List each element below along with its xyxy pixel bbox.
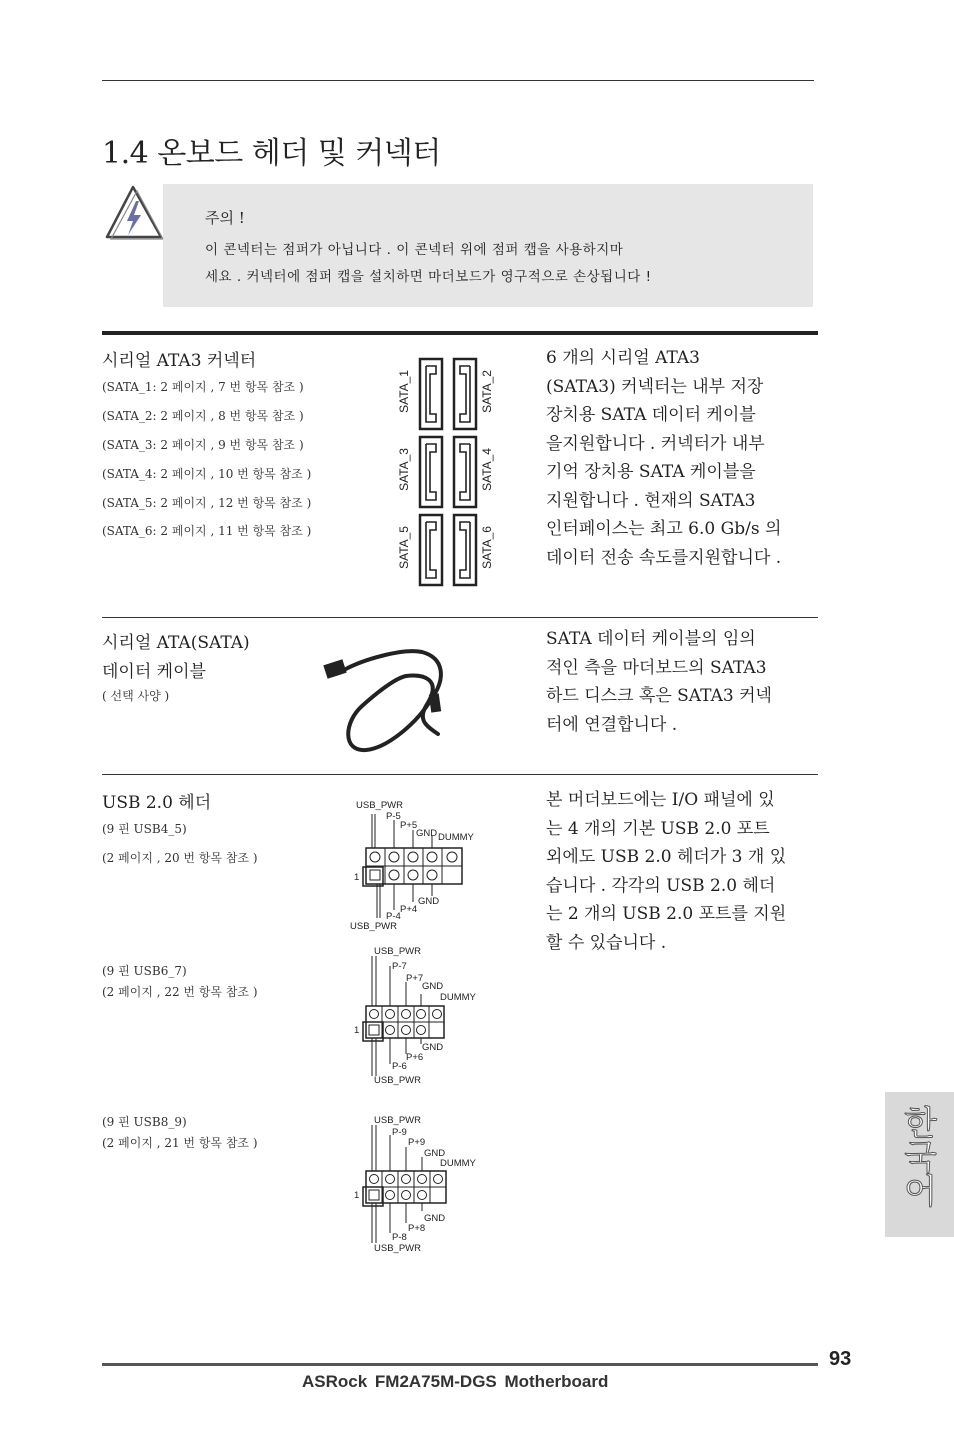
usb-header-3-diagram: USB_PWR P-9 P+9 GND DUMMY 1 GND P+8 P-8 USB_PWR bbox=[354, 1115, 476, 1254]
sata-ref-6: (SATA_6: 2 페이지 , 11 번 항목 참조 ) bbox=[102, 524, 312, 538]
footer-rule bbox=[102, 1363, 818, 1366]
cable-description: SATA 데이터 케이블의 임의 적인 측을 마더보드의 SATA3 하드 디스크 혹은 SATA3 커넥 터에 연결합니다 . bbox=[546, 629, 772, 735]
cable-note: ( 선택 사양 ) bbox=[102, 689, 170, 703]
sata-label-2: SATA_2 bbox=[480, 370, 494, 413]
sata-ref-4: (SATA_4: 2 페이지 , 10 번 항목 참조 ) bbox=[102, 467, 312, 481]
section-rule-thick bbox=[102, 331, 818, 335]
sata-title: 시리얼 ATA3 커넥터 bbox=[102, 351, 257, 371]
sata-label-4: SATA_4 bbox=[480, 448, 494, 491]
section-rule bbox=[102, 774, 818, 775]
usb-description: 본 머더보드에는 I/O 패널에 있 는 4 개의 기본 USB 2.0 포트 외에도 USB 2.0 헤더가 3 개 있 습니다 . 각각의 USB 2.0 헤더 는 2 개의 USB 2.0 포트를 지원 할 수 있습니다 . bbox=[546, 790, 787, 953]
caution-line-2: 세요 . 커넥터에 점퍼 캡을 설치하면 마더보드가 영구적으로 손상됩니다 ! bbox=[205, 269, 652, 285]
language-side-tab-label: 한국어 bbox=[897, 1105, 937, 1207]
cable-title-line-2: 데이터 케이블 bbox=[102, 662, 206, 682]
usb-header-1-pins: (9 핀 USB4_5) bbox=[102, 822, 187, 836]
caution-heading: 주의 ! bbox=[205, 209, 245, 227]
sata-label-5: SATA_5 bbox=[397, 526, 411, 569]
caution-line-1: 이 콘넥터는 점퍼가 아닙니다 . 이 콘넥터 위에 점퍼 캡을 사용하지마 bbox=[205, 242, 624, 258]
usb-header-3-ref: (2 페이지 , 21 번 항목 참조 ) bbox=[102, 1136, 258, 1150]
usb-header-2-ref: (2 페이지 , 22 번 항목 참조 ) bbox=[102, 985, 258, 999]
usb-header-2-diagram: USB_PWR P-7 P+7 GND DUMMY 1 GND P+6 P-6 USB_PWR bbox=[354, 946, 476, 1086]
page-title: 1.4 온보드 헤더 및 커넥터 bbox=[102, 136, 441, 171]
sata-ref-2: (SATA_2: 2 페이지 , 8 번 항목 참조 ) bbox=[102, 409, 304, 423]
usb-header-2-pins: (9 핀 USB6_7) bbox=[102, 964, 187, 978]
usb-header-1-diagram: USB_PWR P-5 P+5 GND DUMMY 1 GND P+4 P-4 USB_PWR bbox=[350, 800, 474, 932]
section-rule bbox=[102, 617, 818, 618]
top-rule bbox=[102, 80, 814, 81]
sata-ref-3: (SATA_3: 2 페이지 , 9 번 항목 참조 ) bbox=[102, 438, 304, 452]
footer-text: ASRock FM2A75M-DGS Motherboard bbox=[302, 1372, 609, 1391]
warning-icon bbox=[103, 183, 165, 243]
sata-label-6: SATA_6 bbox=[480, 526, 494, 569]
sata-ref-5: (SATA_5: 2 페이지 , 12 번 항목 참조 ) bbox=[102, 496, 312, 510]
sata-description: 6 개의 시리얼 ATA3 (SATA3) 커넥터는 내부 저장 장치용 SATA 데이터 케이블 을지원합니다 . 커넥터가 내부 기억 장치용 SATA 케이블을 지원합니다 . 현재의 SATA3 인터페이스는 최고 6.0 Gb/s 의 데이터 전송 속도를지원합니다 . bbox=[546, 348, 782, 568]
sata-ref-1: (SATA_1: 2 페이지 , 7 번 항목 참조 ) bbox=[102, 380, 304, 394]
sata-label-1: SATA_1 bbox=[397, 370, 411, 413]
sata-label-3: SATA_3 bbox=[397, 448, 411, 491]
page-number: 93 bbox=[829, 1348, 852, 1370]
cable-title-line-1: 시리얼 ATA(SATA) bbox=[102, 633, 250, 653]
usb-title: USB 2.0 헤더 bbox=[102, 793, 212, 813]
sata-cable-image bbox=[322, 640, 448, 758]
usb-header-1-ref: (2 페이지 , 20 번 항목 참조 ) bbox=[102, 851, 258, 865]
sata-connectors-diagram bbox=[418, 356, 482, 588]
usb-header-3-pins: (9 핀 USB8_9) bbox=[102, 1115, 187, 1129]
